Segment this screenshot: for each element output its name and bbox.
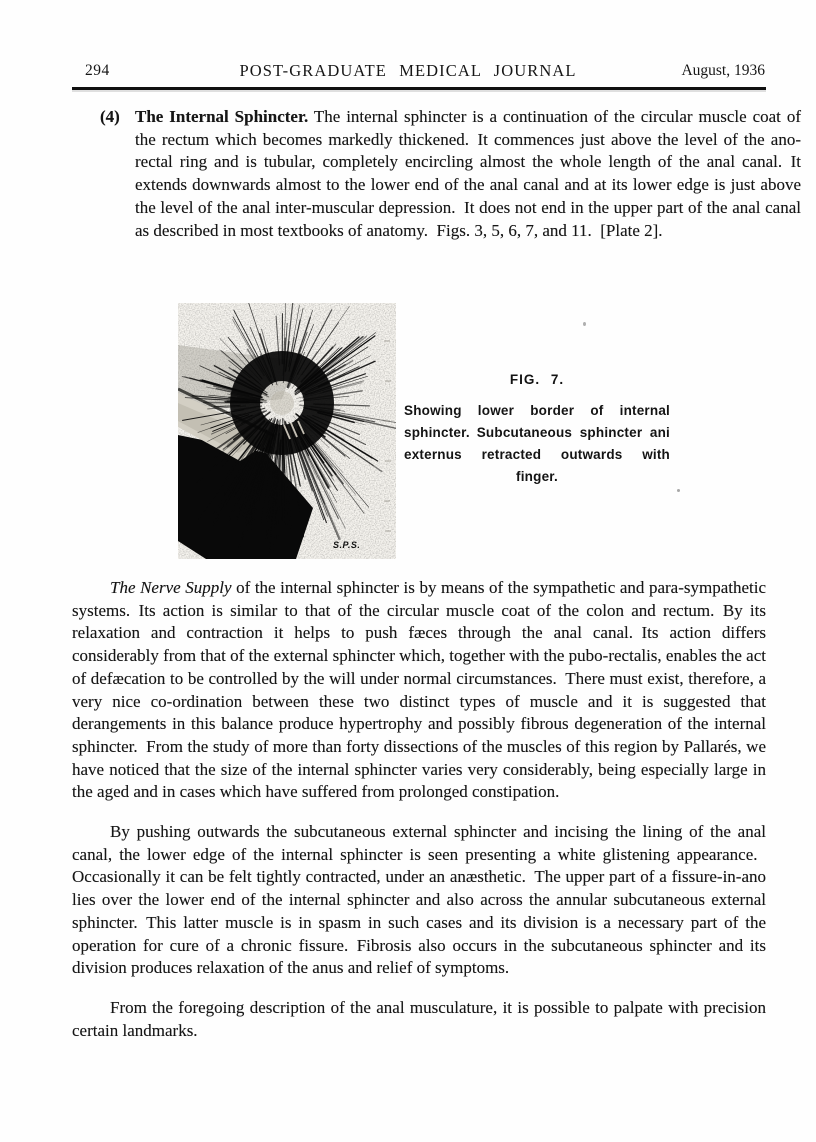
paragraph-lead-italic: The Nerve Supply (110, 578, 232, 597)
section-item-4 (100, 106, 801, 242)
figure-photo (178, 303, 396, 559)
item-number: (4) (100, 107, 120, 126)
paragraph-nerve-supply (72, 577, 766, 804)
scan-speck (677, 489, 680, 492)
page-number: 294 (85, 62, 110, 79)
issue-date: August, 1936 (681, 62, 765, 79)
article-body (72, 577, 766, 1042)
paragraph-text: By pushing outwards the subcutaneous external sphincter and incising the lining of the anal canal, the lower edge of the internal sphincter is seen presenting a white glistening appearance. Occasionally it can be felt tightly contracted, under an anæsthetic. The upper part of a fissure-in-ano lies over the lower end of the internal sphincter and also across the annular subcutaneous external sphincter. This latter muscle is in spasm in such cases and its division is a necessary part of the operation for cure of a chronic fissure. Fibrosis also occurs in the subcutaneous sphincter and its division produces relaxation of the anus and relief of symptoms. (72, 822, 766, 978)
item-text: The internal sphincter is a continuation of the circular muscle coat of the rectum which becomes markedly thickened. It commences just above the level of the ano-rectal ring and is tubular, completely encircling almost the whole length of the anal canal. It extends downwards almost to the lower end of the anal canal and at its lower edge is just above the level of the anal inter-muscular depression. It does not end in the upper part of the anal canal as described in most textbooks of anatomy. Figs. 3, 5, 6, 7, and 11. [Plate 2]. (135, 107, 801, 240)
photo-signature: S.P.S. (333, 540, 361, 550)
figure-caption-block (404, 372, 670, 488)
figure-label: FIG. 7. (509, 372, 565, 387)
scan-speck (583, 322, 586, 326)
journal-title: POST-GRADUATE MEDICAL JOURNAL (239, 61, 577, 80)
paragraph-text: From the foregoing description of the anal musculature, it is possible to palpate with precision certain landmarks. (72, 997, 766, 1040)
paragraph-pushing-outwards (72, 821, 766, 980)
paragraph-text: of the internal sphincter is by means of the sympathetic and para-sympathetic systems. Its action is similar to that of the circular muscle coat of the colon and rectum. By its relaxation and contraction it helps to push fæces through the anal canal. Its action differs considerably from that of the external sphincter which, together with the pubo-rectalis, enables the act of defæcation to be controlled by the will under normal circumstances. There must exist, therefore, a very nice co-ordination between these two distinct types of muscle and it is suggested that derangements in this balance produce hypertrophy and possibly fibrous degeneration of the internal sphincter. From the study of more than forty dissections of the muscles of this region by Pallarés, we have noticed that the size of the internal sphincter varies very considerably, being especially large in the aged and in cases which have suffered from prolonged constipation. (72, 578, 766, 802)
header-rule (72, 87, 766, 90)
figure-caption: Showing lower border of internal sphincter. Subcutaneous sphincter ani externus retracted outwards with finger. (404, 403, 670, 484)
paragraph-foregoing (72, 997, 766, 1042)
figure-7 (178, 303, 396, 559)
item-title: The Internal Sphincter. (135, 107, 309, 126)
